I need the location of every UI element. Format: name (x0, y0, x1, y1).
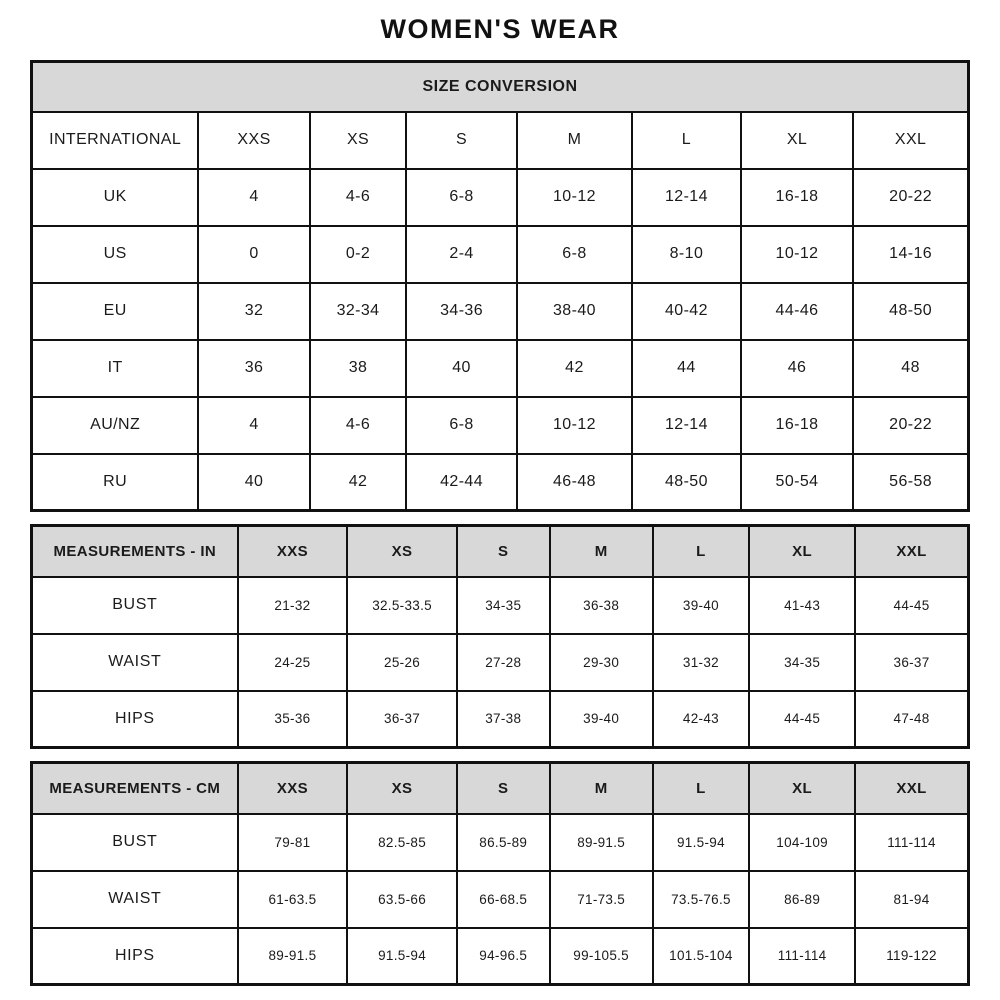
measurement-cell: 89-91.5 (238, 928, 348, 985)
size-cell: 20-22 (853, 397, 968, 454)
measurement-cell: 81-94 (855, 871, 968, 928)
measurement-cell: 66-68.5 (457, 871, 550, 928)
size-cell: 16-18 (741, 397, 853, 454)
size-cell: 20-22 (853, 169, 968, 226)
size-cell: 44-46 (741, 283, 853, 340)
column-header: M (550, 763, 653, 814)
size-conversion-header: SIZE CONVERSION (32, 62, 969, 112)
column-header: XL (749, 526, 855, 577)
size-cell: 8-10 (632, 226, 741, 283)
size-conversion-table (30, 60, 970, 512)
table-row (32, 634, 969, 691)
size-cell: 42-44 (406, 454, 517, 511)
table-row (32, 814, 969, 871)
table-row (32, 928, 969, 985)
measurement-cell: 24-25 (238, 634, 348, 691)
row-label: HIPS (32, 691, 238, 748)
column-header: XXL (855, 763, 968, 814)
measurement-cell: 111-114 (749, 928, 855, 985)
size-cell: 12-14 (632, 397, 741, 454)
column-header: S (457, 763, 550, 814)
measurement-cell: 86-89 (749, 871, 855, 928)
size-cell: 48-50 (632, 454, 741, 511)
column-header: XS (347, 763, 457, 814)
size-cell: 6-8 (406, 169, 517, 226)
column-header: S (406, 112, 517, 169)
measurement-cell: 42-43 (653, 691, 750, 748)
measurement-cell: 41-43 (749, 577, 855, 634)
size-cell: 40 (198, 454, 310, 511)
table-row (32, 691, 969, 748)
size-cell: 38-40 (517, 283, 632, 340)
measurement-cell: 71-73.5 (550, 871, 653, 928)
row-label: US (32, 226, 199, 283)
size-cell: 40-42 (632, 283, 741, 340)
measurement-cell: 91.5-94 (347, 928, 457, 985)
row-label: UK (32, 169, 199, 226)
size-cell: 4-6 (310, 397, 407, 454)
measurement-cell: 39-40 (653, 577, 750, 634)
row-label: HIPS (32, 928, 238, 985)
measurement-cell: 99-105.5 (550, 928, 653, 985)
size-cell: 44 (632, 340, 741, 397)
measurement-cell: 61-63.5 (238, 871, 348, 928)
size-cell: 10-12 (517, 397, 632, 454)
column-header: XXS (238, 526, 348, 577)
size-cell: 40 (406, 340, 517, 397)
measurement-cell: 47-48 (855, 691, 968, 748)
size-cell: 4 (198, 397, 310, 454)
row-label: IT (32, 340, 199, 397)
measurement-cell: 29-30 (550, 634, 653, 691)
column-header: XL (749, 763, 855, 814)
size-cell: 34-36 (406, 283, 517, 340)
size-cell: 56-58 (853, 454, 968, 511)
size-cell: 16-18 (741, 169, 853, 226)
column-header: XXL (853, 112, 968, 169)
measurement-cell: 35-36 (238, 691, 348, 748)
measurement-cell: 36-38 (550, 577, 653, 634)
measurement-cell: 111-114 (855, 814, 968, 871)
size-cell: 6-8 (517, 226, 632, 283)
measurement-cell: 34-35 (749, 634, 855, 691)
measurement-cell: 86.5-89 (457, 814, 550, 871)
column-header: XXL (855, 526, 968, 577)
size-cell: 10-12 (517, 169, 632, 226)
column-header-row (32, 526, 969, 577)
measurement-cell: 25-26 (347, 634, 457, 691)
table-row (32, 283, 969, 340)
size-cell: 32-34 (310, 283, 407, 340)
size-cell: 48 (853, 340, 968, 397)
column-header: L (632, 112, 741, 169)
size-cell: 48-50 (853, 283, 968, 340)
size-cell: 42 (310, 454, 407, 511)
row-label: EU (32, 283, 199, 340)
column-header: XS (347, 526, 457, 577)
row-label: AU/NZ (32, 397, 199, 454)
table-row (32, 226, 969, 283)
measurement-cell: 32.5-33.5 (347, 577, 457, 634)
column-header: XXS (238, 763, 348, 814)
table-row (32, 871, 969, 928)
row-label: BUST (32, 577, 238, 634)
size-cell: 42 (517, 340, 632, 397)
column-header: INTERNATIONAL (32, 112, 199, 169)
table-row (32, 169, 969, 226)
measurement-cell: 31-32 (653, 634, 750, 691)
size-cell: 50-54 (741, 454, 853, 511)
size-cell: 38 (310, 340, 407, 397)
measurement-cell: 39-40 (550, 691, 653, 748)
measurement-cell: 37-38 (457, 691, 550, 748)
measurement-cell: 44-45 (855, 577, 968, 634)
size-cell: 12-14 (632, 169, 741, 226)
column-header: L (653, 763, 750, 814)
size-cell: 2-4 (406, 226, 517, 283)
measurement-cell: 27-28 (457, 634, 550, 691)
table-row (32, 454, 969, 511)
table-row (32, 397, 969, 454)
measurement-cell: 36-37 (855, 634, 968, 691)
measurement-cell: 101.5-104 (653, 928, 750, 985)
measurement-cell: 91.5-94 (653, 814, 750, 871)
measurement-cell: 119-122 (855, 928, 968, 985)
measurements-cm-table (30, 761, 970, 986)
size-cell: 46 (741, 340, 853, 397)
size-cell: 0 (198, 226, 310, 283)
column-header: M (550, 526, 653, 577)
column-header: M (517, 112, 632, 169)
size-cell: 46-48 (517, 454, 632, 511)
measurement-cell: 63.5-66 (347, 871, 457, 928)
row-label: WAIST (32, 634, 238, 691)
measurements-in-table (30, 524, 970, 749)
column-header: XS (310, 112, 407, 169)
size-cell: 10-12 (741, 226, 853, 283)
measurement-cell: 34-35 (457, 577, 550, 634)
column-header: S (457, 526, 550, 577)
size-cell: 32 (198, 283, 310, 340)
column-header: XL (741, 112, 853, 169)
page-title: WOMEN'S WEAR (380, 14, 620, 44)
measurement-cell: 89-91.5 (550, 814, 653, 871)
measurement-cell: 82.5-85 (347, 814, 457, 871)
column-header: XXS (198, 112, 310, 169)
measurement-cell: 21-32 (238, 577, 348, 634)
measurement-cell: 79-81 (238, 814, 348, 871)
measurement-cell: 44-45 (749, 691, 855, 748)
measurement-cell: 36-37 (347, 691, 457, 748)
table-row (32, 577, 969, 634)
table-row (32, 340, 969, 397)
measurement-cell: 73.5-76.5 (653, 871, 750, 928)
size-cell: 0-2 (310, 226, 407, 283)
row-label: RU (32, 454, 199, 511)
size-cell: 4 (198, 169, 310, 226)
table-band-header-row (32, 62, 969, 112)
column-header: L (653, 526, 750, 577)
column-header-row (32, 763, 969, 814)
size-cell: 6-8 (406, 397, 517, 454)
measurements-in-header: MEASUREMENTS - IN (32, 526, 238, 577)
column-header-row (32, 112, 969, 169)
measurement-cell: 94-96.5 (457, 928, 550, 985)
row-label: BUST (32, 814, 238, 871)
size-cell: 36 (198, 340, 310, 397)
size-cell: 4-6 (310, 169, 407, 226)
measurement-cell: 104-109 (749, 814, 855, 871)
row-label: WAIST (32, 871, 238, 928)
size-cell: 14-16 (853, 226, 968, 283)
measurements-cm-header: MEASUREMENTS - CM (32, 763, 238, 814)
